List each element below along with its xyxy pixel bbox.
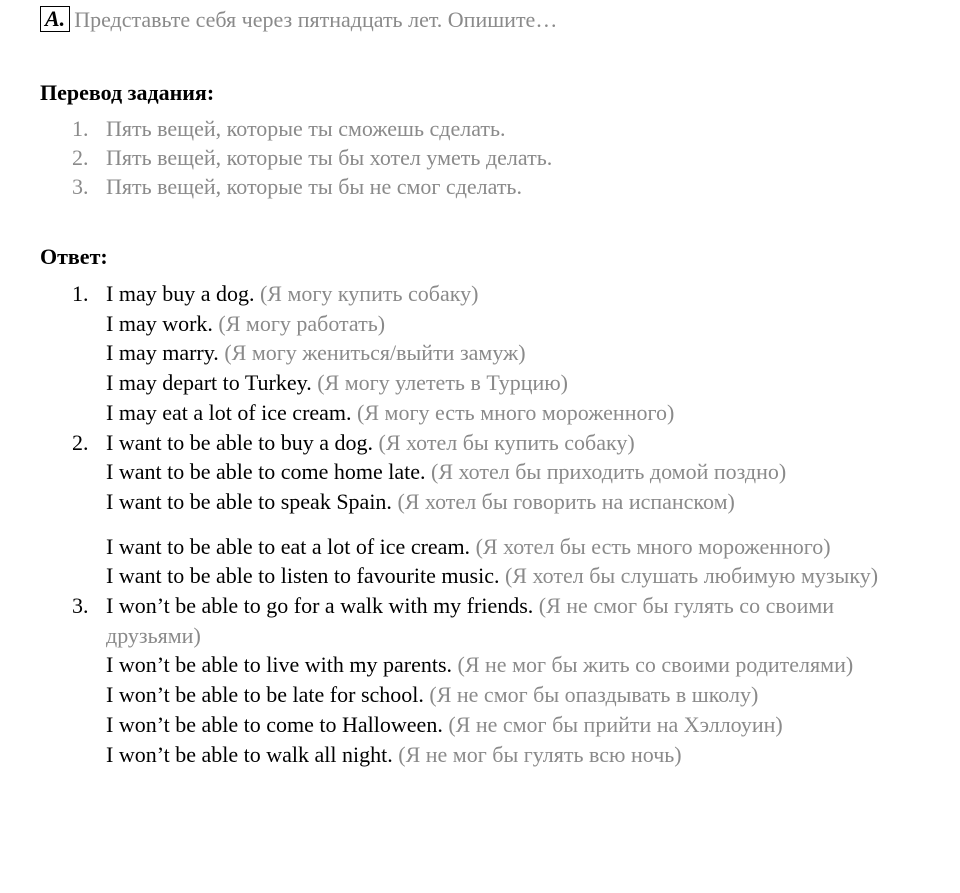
answer-russian: (Я не смог бы опаздывать в школу) bbox=[429, 682, 759, 708]
translation-item bbox=[72, 143, 552, 172]
answer-english: I won’t be able to live with my parents. bbox=[106, 652, 453, 678]
answer-russian: (Я не смог бы гулять со своими друзьями) bbox=[106, 593, 835, 648]
translation-item-text: Пять вещей, которые ты бы хотел уметь делать. bbox=[106, 145, 553, 170]
answer-english: I want to be able to buy a dog. bbox=[106, 429, 373, 455]
answer-russian: (Я могу жениться/выйти замуж) bbox=[224, 340, 526, 366]
answer-line bbox=[106, 338, 896, 368]
answer-heading: Ответ: bbox=[40, 244, 108, 269]
answer-line bbox=[106, 532, 896, 562]
answer-line bbox=[106, 487, 896, 517]
answer-line bbox=[106, 368, 896, 398]
answer-item bbox=[72, 428, 932, 592]
answer-line bbox=[106, 680, 896, 710]
answer-russian: (Я могу купить собаку) bbox=[259, 281, 479, 306]
answer-english: I want to be able to come home late. bbox=[106, 459, 426, 485]
answer-english: I want to be able to listen to favourite music. bbox=[106, 563, 500, 589]
answer-line bbox=[106, 428, 896, 458]
answer-line bbox=[106, 457, 896, 487]
translation-item-text: Пять вещей, которые ты сможешь сделать. bbox=[106, 116, 506, 141]
answer-russian: (Я хотел бы купить собаку) bbox=[378, 429, 635, 455]
answer-line bbox=[106, 398, 896, 428]
translation-item-number: 2. bbox=[72, 145, 89, 170]
task-statement bbox=[40, 5, 557, 35]
task-label-box: A. bbox=[40, 6, 70, 32]
answer-item-number: 3. bbox=[72, 593, 89, 619]
answer-english: I won’t be able to be late for school. bbox=[106, 682, 424, 708]
answer-english: I won’t be able to come to Halloween. bbox=[106, 711, 443, 737]
answer-english: I may work. bbox=[106, 310, 213, 336]
answer-english: I want to be able to eat a lot of ice cream. bbox=[106, 533, 471, 559]
answer-russian: (Я не мог бы гулять всю ночь) bbox=[398, 741, 682, 767]
answer-russian: (Я хотел бы слушать любимую музыку) bbox=[504, 563, 879, 589]
answer-english: I may eat a lot of ice cream. bbox=[106, 399, 352, 425]
answer-list bbox=[72, 279, 932, 769]
answer-line bbox=[106, 591, 896, 650]
answer-english: I won’t be able to walk all night. bbox=[106, 741, 393, 767]
answer-russian: (Я хотел бы есть много мороженного) bbox=[475, 533, 831, 559]
task-text: Представьте себя через пятнадцать лет. Опишите… bbox=[74, 7, 558, 32]
translation-item bbox=[72, 172, 552, 201]
answer-russian: (Я хотел бы приходить домой поздно) bbox=[431, 459, 787, 485]
answer-item-number: 1. bbox=[72, 281, 89, 306]
translation-item-number: 1. bbox=[72, 116, 89, 141]
translation-item-text: Пять вещей, которые ты бы не смог сделать. bbox=[106, 174, 522, 199]
answer-russian: (Я могу есть много мороженного) bbox=[357, 399, 675, 425]
answer-line bbox=[106, 309, 896, 339]
answer-english: I may buy a dog. bbox=[106, 281, 255, 306]
answer-english: I won’t be able to go for a walk with my friends. bbox=[106, 593, 534, 619]
translation-item-number: 3. bbox=[72, 174, 89, 199]
answer-line bbox=[106, 650, 896, 680]
translation-heading: Перевод задания: bbox=[40, 80, 215, 105]
answer-english: I may marry. bbox=[106, 340, 219, 366]
answer-item bbox=[72, 279, 932, 428]
answer-item-number: 2. bbox=[72, 429, 89, 455]
answer-russian: (Я могу улететь в Турцию) bbox=[317, 370, 569, 396]
translation-item bbox=[72, 114, 552, 143]
answer-russian: (Я не мог бы жить со своими родителями) bbox=[457, 652, 854, 678]
answer-item bbox=[72, 591, 932, 769]
answer-russian: (Я могу работать) bbox=[218, 310, 386, 336]
translation-list bbox=[72, 114, 552, 201]
answer-line bbox=[106, 561, 896, 591]
answer-russian: (Я не смог бы прийти на Хэллоуин) bbox=[448, 711, 783, 737]
answer-english: I may depart to Turkey. bbox=[106, 370, 312, 396]
answer-line bbox=[106, 279, 896, 309]
answer-english: I want to be able to speak Spain. bbox=[106, 488, 392, 514]
answer-line bbox=[106, 740, 896, 770]
answer-russian: (Я хотел бы говорить на испанском) bbox=[397, 488, 735, 514]
answer-line bbox=[106, 710, 896, 740]
